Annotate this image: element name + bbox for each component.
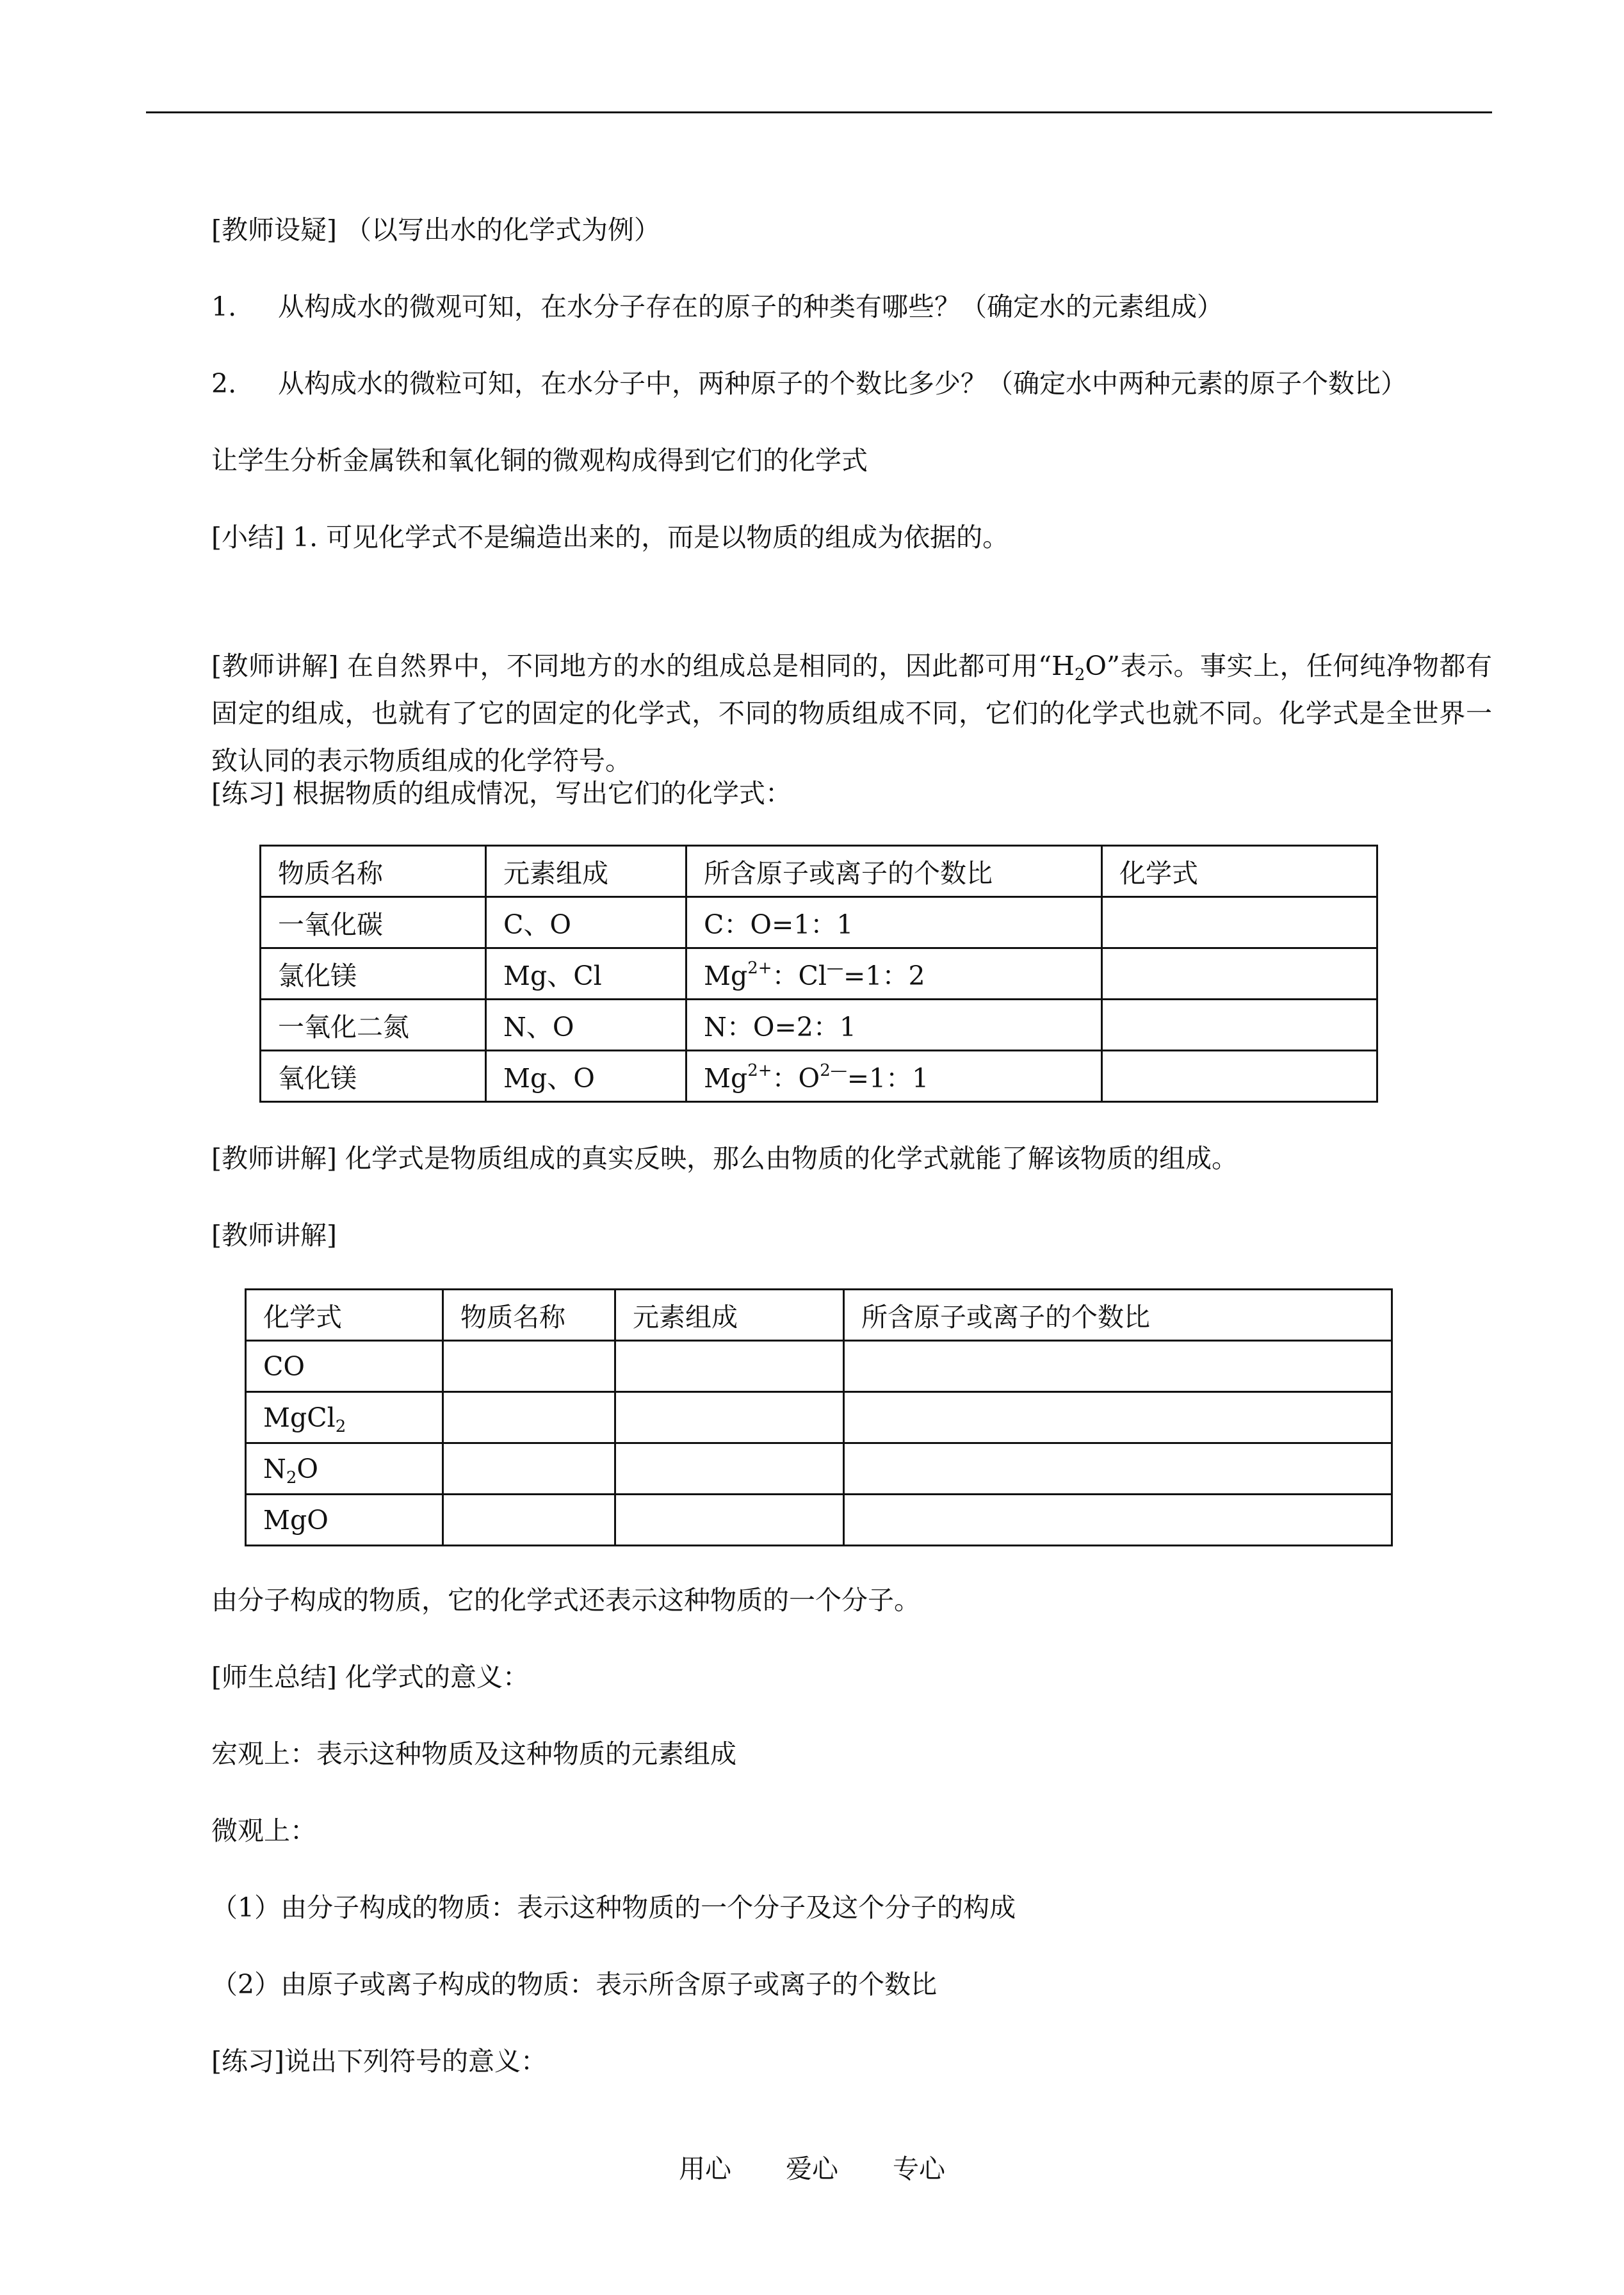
table-cell: N、O — [486, 1000, 686, 1051]
ion-charge: 2+ — [747, 959, 772, 978]
table-header-cell: 元素组成 — [615, 1290, 844, 1341]
formula-table — [245, 1288, 1393, 1546]
formula-text: N — [263, 1453, 286, 1484]
table-cell — [615, 1341, 844, 1392]
ratio-text: =1：2 — [843, 961, 925, 991]
ratio-text: C：O=1：1 — [704, 909, 854, 940]
teacher-explanation-3: [教师讲解] — [211, 1220, 337, 1251]
question-2-number: 2. — [211, 368, 237, 399]
question-2-text: 从构成水的微粒可知，在水分子中，两种原子的个数比多少？（确定水中两种元素的原子个数比） — [278, 368, 1407, 399]
question-1 — [211, 291, 1223, 323]
exercise-heading-2: [练习]说出下列符号的意义： — [211, 2046, 547, 2077]
ratio-text: Mg — [704, 961, 748, 991]
table-cell — [443, 1495, 615, 1546]
footer-word: 爱心 — [786, 2153, 838, 2184]
question-2 — [211, 368, 1407, 400]
table-row — [261, 1000, 1377, 1051]
table-cell — [686, 897, 1102, 948]
table-header-row — [261, 846, 1377, 897]
table-cell — [246, 1392, 443, 1443]
table-header-cell: 所含原子或离子的个数比 — [844, 1290, 1392, 1341]
header-rule — [146, 111, 1492, 113]
table-row — [246, 1392, 1392, 1443]
table-cell — [844, 1392, 1392, 1443]
table-row — [246, 1341, 1392, 1392]
formula-subscript: 2 — [335, 1416, 346, 1436]
table-cell — [1102, 1051, 1377, 1102]
table-cell — [246, 1495, 443, 1546]
table-cell — [686, 1051, 1102, 1102]
student-analysis-line: 让学生分析金属铁和氧化铜的微观构成得到它们的化学式 — [211, 445, 868, 476]
table-header-cell: 所含原子或离子的个数比 — [686, 846, 1102, 897]
table-header-cell: 化学式 — [1102, 846, 1377, 897]
formula-text: CO — [263, 1350, 305, 1382]
macro-meaning: 宏观上：表示这种物质及这种物质的元素组成 — [211, 1739, 736, 1769]
table-cell: 氯化镁 — [261, 948, 486, 1000]
table-cell: Mg、Cl — [486, 948, 686, 1000]
footer-word: 专心 — [893, 2153, 946, 2184]
micro-meaning-1: （1）由分子构成的物质：表示这种物质的一个分子及这个分子的构成 — [211, 1892, 1016, 1923]
explanation-part-a: [教师讲解] 在自然界中，不同地方的水的组成总是相同的，因此都可用“H — [211, 651, 1075, 681]
table-header-cell: 元素组成 — [486, 846, 686, 897]
table-cell — [844, 1443, 1392, 1495]
ion-charge: — — [827, 959, 844, 978]
table-cell — [615, 1392, 844, 1443]
summary-meaning-heading: [师生总结] 化学式的意义： — [211, 1662, 530, 1692]
formula-text: MgCl — [263, 1402, 336, 1433]
page-footer — [0, 2148, 1624, 2186]
ratio-text: ：O — [772, 1063, 820, 1094]
table-cell — [1102, 1000, 1377, 1051]
micro-meaning-2: （2）由原子或离子构成的物质：表示所含原子或离子的个数比 — [211, 1969, 938, 2000]
table-cell — [615, 1443, 844, 1495]
exercise-heading-1: [练习] 根据物质的组成情况，写出它们的化学式： — [211, 778, 792, 809]
table-cell: 一氧化二氮 — [261, 1000, 486, 1051]
table-header-cell: 物质名称 — [261, 846, 486, 897]
formula-text: O — [296, 1453, 319, 1484]
table-cell: Mg、O — [486, 1051, 686, 1102]
table-cell: 一氧化碳 — [261, 897, 486, 948]
table-cell — [443, 1341, 615, 1392]
ratio-text: =1：1 — [847, 1063, 929, 1094]
table-header-row — [246, 1290, 1392, 1341]
table-cell — [1102, 948, 1377, 1000]
table-row — [246, 1495, 1392, 1546]
summary-line: [小结] 1. 可见化学式不是编造出来的，而是以物质的组成为依据的。 — [211, 522, 1009, 553]
table-cell — [246, 1443, 443, 1495]
table-cell: C、O — [486, 897, 686, 948]
ratio-text: N：O=2：1 — [704, 1012, 857, 1042]
micro-meaning-heading: 微观上： — [211, 1815, 316, 1846]
table-cell — [615, 1495, 844, 1546]
teacher-explanation-2: [教师讲解] 化学式是物质组成的真实反映，那么由物质的化学式就能了解该物质的组成。 — [211, 1143, 1238, 1174]
teacher-question-heading: [教师设疑] （以写出水的化学式为例） — [211, 215, 661, 245]
footer-word: 用心 — [678, 2153, 731, 2184]
table-header-cell: 化学式 — [246, 1290, 443, 1341]
table-cell — [1102, 897, 1377, 948]
table-cell — [443, 1443, 615, 1495]
table-cell — [844, 1495, 1392, 1546]
table-header-cell: 物质名称 — [443, 1290, 615, 1341]
ion-charge: 2— — [820, 1061, 847, 1080]
question-1-text: 从构成水的微观可知，在水分子存在的原子的种类有哪些？（确定水的元素组成） — [278, 291, 1223, 322]
formula-text: MgO — [263, 1504, 329, 1536]
formula-subscript: 2 — [286, 1468, 297, 1488]
explanation-part-b: O”表示。事实上，任何纯净物都有固定的组成，也就有了它的固定的化学式，不同的物质组成不同，它们的化学式也就不同。化学式是全世界一致认同的表示物质组成的化学符号。 — [211, 651, 1492, 776]
table-cell — [246, 1341, 443, 1392]
table-cell — [686, 1000, 1102, 1051]
ratio-text: ：Cl — [772, 961, 827, 991]
molecule-note: 由分子构成的物质，它的化学式还表示这种物质的一个分子。 — [211, 1585, 920, 1616]
table-cell: 氧化镁 — [261, 1051, 486, 1102]
table-row — [246, 1443, 1392, 1495]
table-cell — [686, 948, 1102, 1000]
teacher-explanation-paragraph — [211, 642, 1492, 784]
ratio-text: Mg — [704, 1063, 748, 1094]
question-1-number: 1. — [211, 291, 237, 322]
composition-table — [259, 845, 1378, 1103]
table-cell — [844, 1341, 1392, 1392]
table-row — [261, 897, 1377, 948]
table-row — [261, 1051, 1377, 1102]
table-row — [261, 948, 1377, 1000]
ion-charge: 2+ — [747, 1061, 772, 1080]
table-cell — [443, 1392, 615, 1443]
water-subscript: 2 — [1074, 665, 1085, 685]
